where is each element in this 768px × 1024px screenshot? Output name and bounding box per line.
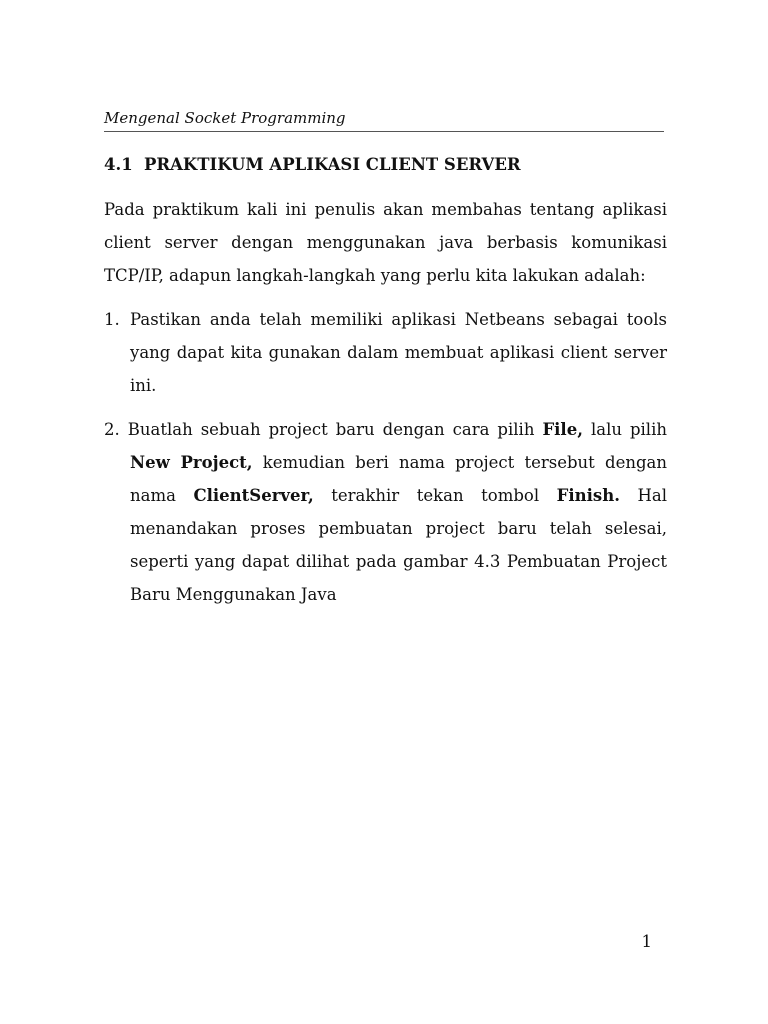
running-header-title: Mengenal Socket Programming [104,109,346,127]
list-item-text-part: Buatlah sebuah project baru dengan cara pilih [127,420,543,439]
list-marker: 1. [104,310,120,329]
section-heading [104,153,674,177]
header-divider [104,131,664,132]
page-number: 1 [641,932,652,951]
list-item-text: Pastikan anda telah memiliki aplikasi Netbeans sebagai tools yang dapat kita gunakan dalam membuat aplikasi client server ini. [130,310,667,395]
list-item-text-part: terakhir tekan tombol [313,486,557,505]
body-content [104,193,667,622]
list-marker: 2. [104,420,120,439]
bold-term-finish: Finish. [556,486,620,505]
section-number: 4.1 [104,155,133,174]
section-title: PRAKTIKUM APLIKASI CLIENT SERVER [144,155,521,174]
bold-term-file: File, [542,420,583,439]
list-item-step-2 [104,413,667,611]
list-item-step-1 [104,303,667,402]
bold-term-new-project: New Project, [130,453,253,472]
bold-term-clientserver: ClientServer, [193,486,314,505]
list-item-text-part: Hal menandakan proses pembuatan project baru telah selesai, seperti yang dapat dilihat pada gambar 4.3 Pembuatan Project Baru Menggunakan Java [130,486,668,604]
list-item-text-part: lalu pilih [582,420,667,439]
list-item-text-part: kemudian beri nama project tersebut dengan nama [130,453,667,505]
intro-paragraph: Pada praktikum kali ini penulis akan membahas tentang aplikasi client server dengan menggunakan java berbasis komunikasi TCP/IP, adapun langkah-langkah yang perlu kita lakukan adalah: [104,200,667,285]
